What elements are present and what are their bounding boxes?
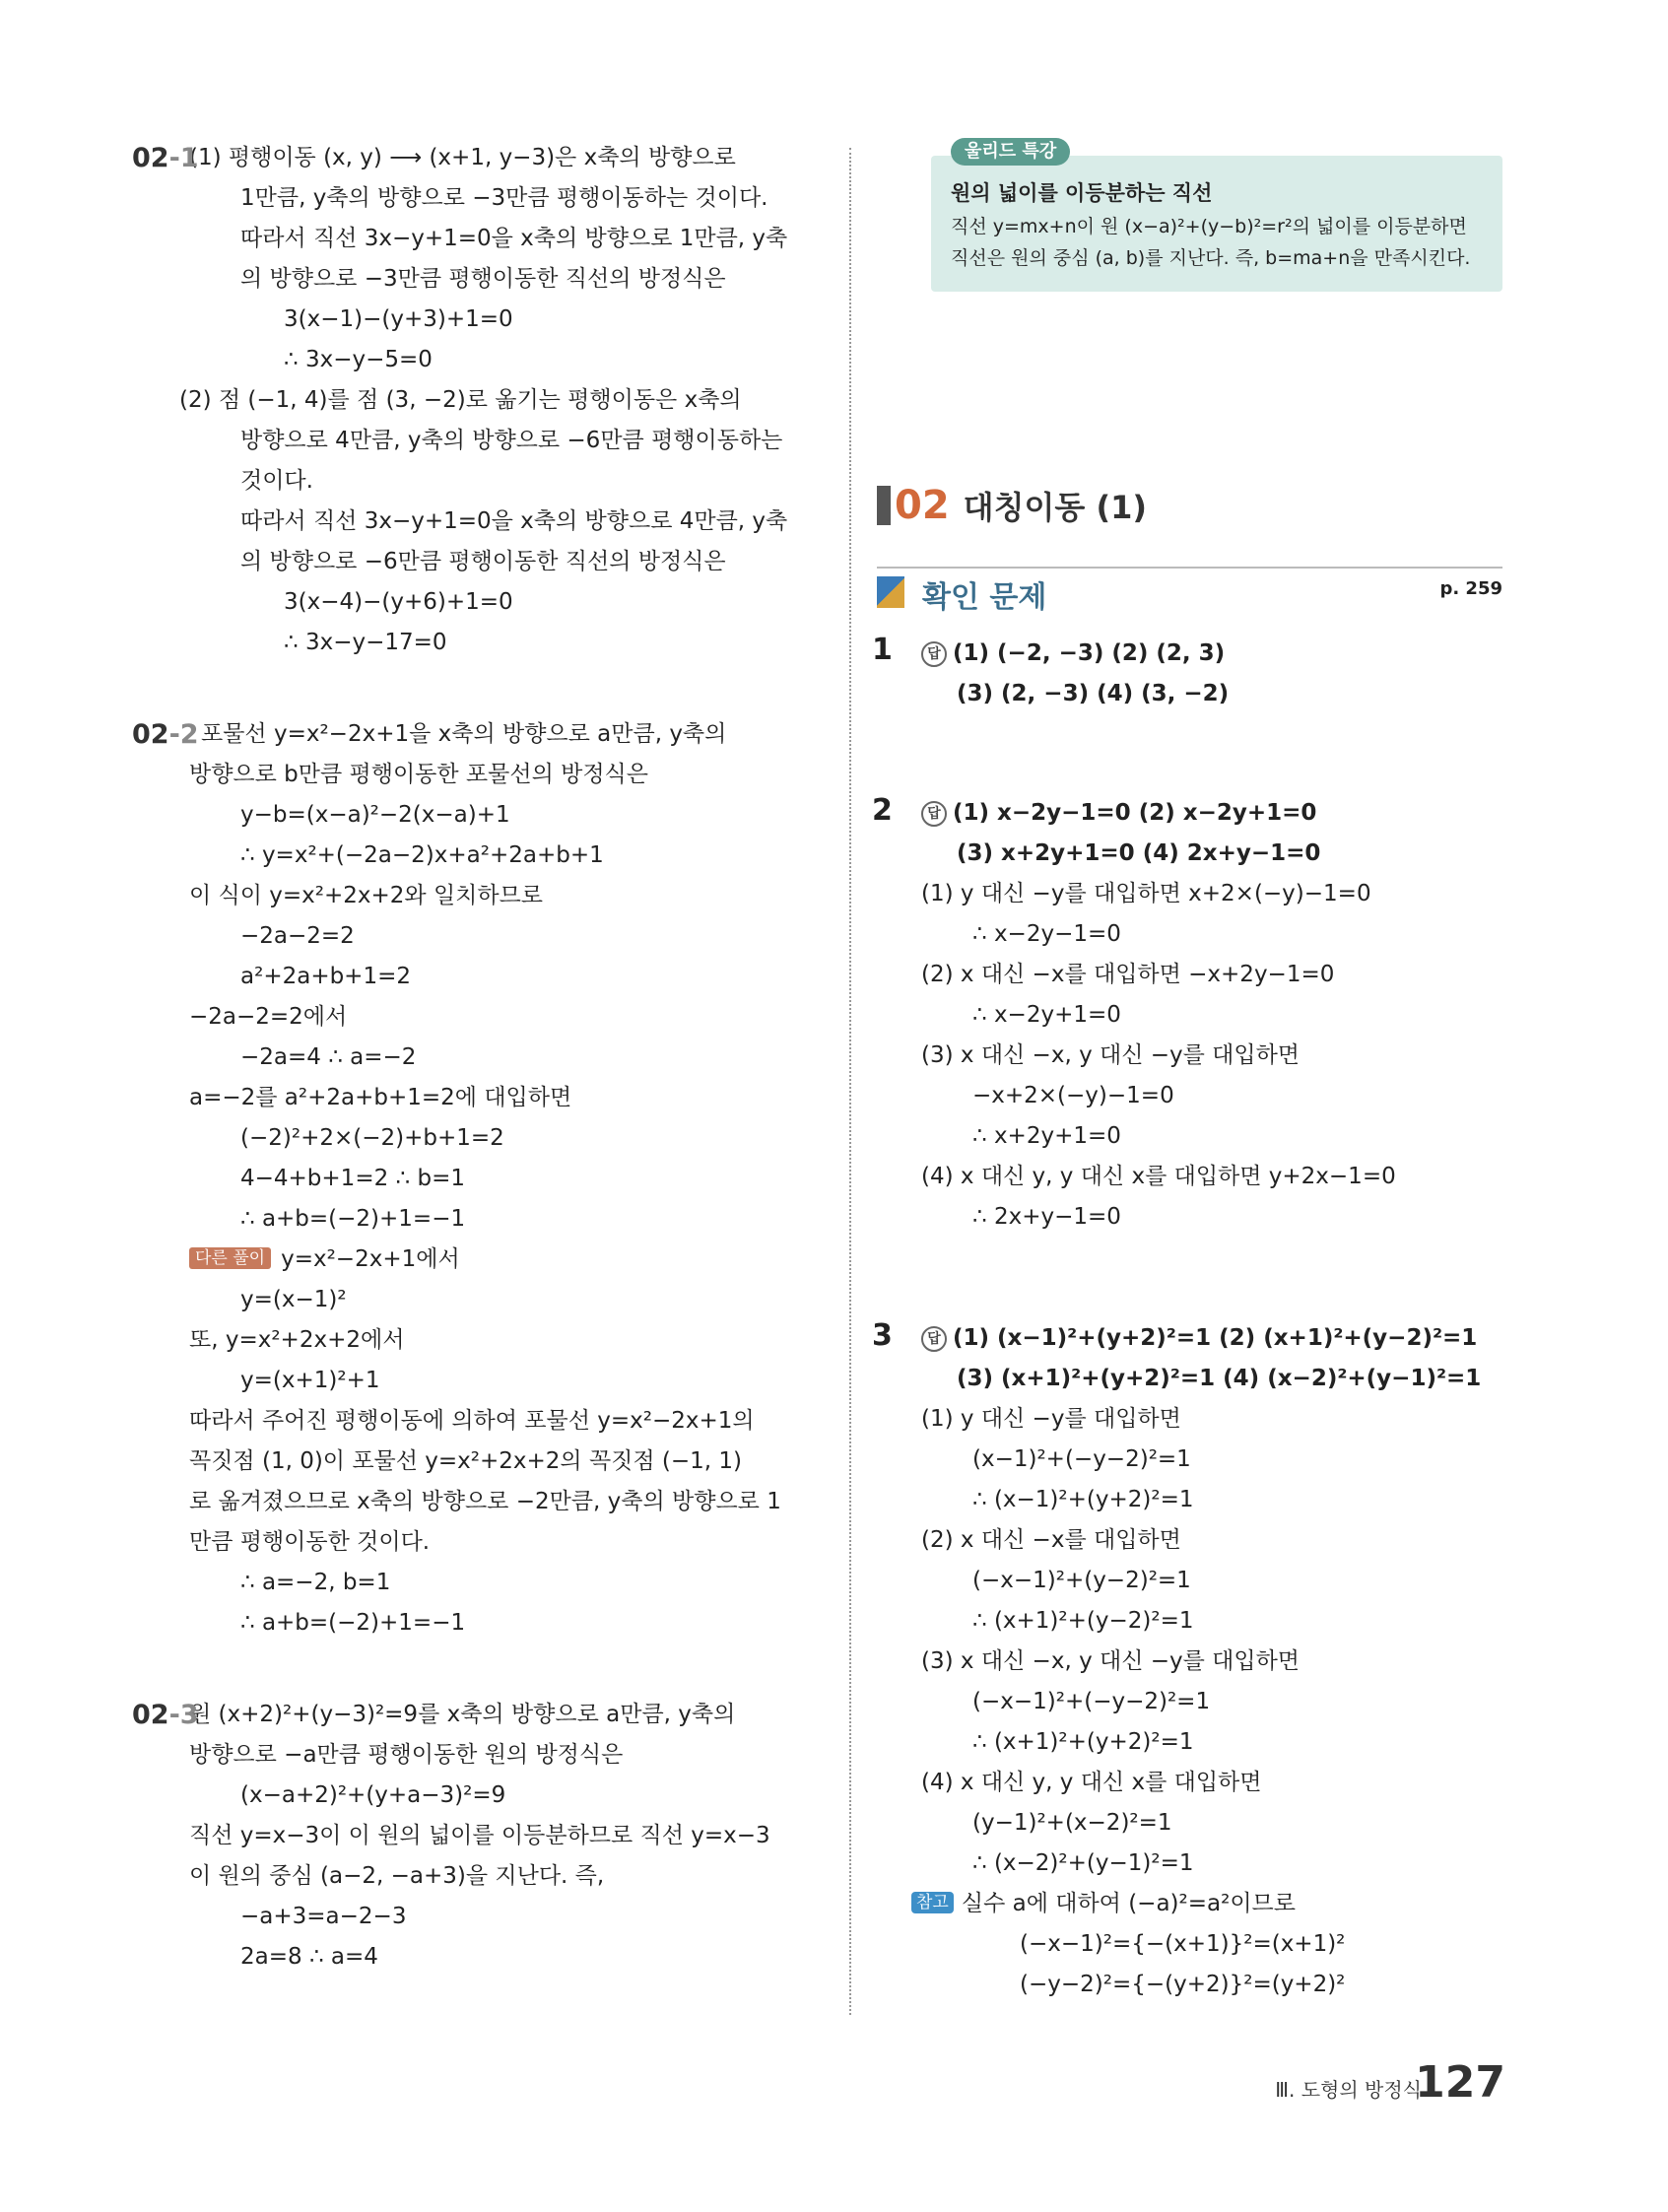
solution-line: (3) x 대신 −x, y 대신 −y를 대입하면 [921, 1042, 1301, 1068]
equation-line: ∴ x−2y+1=0 [972, 1002, 1121, 1028]
equation-line: 3(x−4)−(y+6)+1=0 [284, 589, 513, 615]
answer-icon: 답 [921, 641, 947, 667]
solution-line: (4) x 대신 y, y 대신 x를 대입하면 [921, 1770, 1262, 1795]
problem-02-3 [132, 1695, 820, 1977]
equation-line: y−b=(x−a)²−2(x−a)+1 [240, 802, 510, 828]
equation-line: −a+3=a−2−3 [240, 1904, 407, 1929]
section-bar-icon [877, 486, 891, 525]
solution-line: (1) 평행이동 (x, y) ⟶ (x+1, y−3)은 x축의 방향으로 [189, 145, 736, 170]
section-title: 대칭이동 (1) [963, 489, 1147, 526]
answer-icon: 답 [921, 1326, 947, 1352]
equation-line: ∴ 2x+y−1=0 [972, 1204, 1121, 1230]
solution-line: 의 방향으로 −3만큼 평행이동한 직선의 방정식은 [240, 266, 726, 292]
alternate-solution: 다른 풀이 y=x²−2x+1에서 [189, 1240, 820, 1280]
question-number: 3 [872, 1318, 893, 1353]
solution-line: 만큼 평행이동한 것이다. [189, 1529, 431, 1555]
solution-line: (2) x 대신 −x를 대입하면 −x+2y−1=0 [921, 962, 1335, 987]
equation-line: ∴ a=−2, b=1 [240, 1570, 391, 1595]
equation-line: −2a−2=2 [240, 923, 355, 949]
solution-line: 포물선 y=x²−2x+1을 x축의 방향으로 a만큼, y축의 [201, 721, 727, 747]
equation-line: ∴ x−2y−1=0 [972, 921, 1121, 947]
problem-02-1 [132, 138, 820, 663]
equation-line: ∴ x+2y+1=0 [972, 1123, 1121, 1149]
solution-line: 직선 y=x−3이 이 원의 넓이를 이등분하므로 직선 y=x−3 [189, 1823, 770, 1848]
confirm-problems-header [877, 567, 1502, 614]
equation-line: ∴ (x−2)²+(y−1)²=1 [972, 1850, 1194, 1876]
solution-line: a=−2를 a²+2a+b+1=2에 대입하면 [189, 1085, 572, 1110]
solution-line: −2a−2=2에서 [189, 1004, 348, 1030]
problem-02-2 [132, 714, 820, 1643]
section-number: 02 [895, 483, 950, 528]
problem-id: 02-2 [132, 719, 199, 750]
solution-line: 따라서 직선 3x−y+1=0을 x축의 방향으로 1만큼, y축 [240, 226, 788, 251]
solution-line: 또, y=x²+2x+2에서 [189, 1327, 405, 1353]
equation-line: ∴ y=x²+(−2a−2)x+a²+2a+b+1 [240, 842, 604, 868]
problem-id: 02-3 [132, 1700, 199, 1730]
page-reference: p. 259 [1439, 578, 1502, 599]
chapter-footer: Ⅲ. 도형의 방정식 [1275, 2078, 1422, 2102]
equation-line: y=(x−1)² [240, 1287, 347, 1312]
solution-line: (3) x 대신 −x, y 대신 −y를 대입하면 [921, 1648, 1301, 1674]
equation-line: ∴ 3x−y−5=0 [284, 347, 433, 372]
special-lecture-title: 원의 넓이를 이등분하는 직선 [951, 181, 1213, 205]
solution-line: 1만큼, y축의 방향으로 −3만큼 평행이동하는 것이다. [240, 185, 768, 211]
solution-line: 따라서 주어진 평행이동에 의하여 포물선 y=x²−2x+1의 [189, 1408, 755, 1434]
solution-line: 따라서 직선 3x−y+1=0을 x축의 방향으로 4만큼, y축 [240, 508, 788, 534]
solution-line: (2) x 대신 −x를 대입하면 [921, 1527, 1181, 1553]
equation-line: ∴ 3x−y−17=0 [284, 630, 447, 655]
equation-line: (−y−2)²={−(y+2)}²=(y+2)² [1020, 1972, 1346, 1997]
solution-line: (1) y 대신 −y를 대입하면 x+2×(−y)−1=0 [921, 881, 1371, 906]
solution-line: 이 원의 중심 (a−2, −a+3)을 지난다. 즉, [189, 1863, 605, 1889]
left-column [132, 138, 820, 1977]
confirm-problems-title: 확인 문제 [922, 580, 1047, 615]
reference-note: 참고 실수 a에 대하여 (−a)²=a²이므로 [911, 1884, 1481, 1924]
question-2-solution: 답 (1) x−2y−1=0 (2) x−2y+1=0 (3) x+2y+1=0 (4) 2x+y−1=0 (1) y 대신 −y를 대입하면 x+2×(−y)−1=0 ∴ x−2y−1=0 (2) x 대신 −x를 대입하면 −x+2y−1=0 ∴ x−2y+1=0 (3) x 대신 −x, y 대신 −y를 대입하면 −x+2×(−y)−1=0 ∴ x+2y+1=0 (4) x 대신 y, y 대신 x를 대입하면 y+2x−1=0 ∴ 2x+y−1=0 [921, 793, 1396, 1238]
equation-line: ∴ (x+1)²+(y−2)²=1 [972, 1608, 1194, 1634]
equation-line: (−2)²+2×(−2)+b+1=2 [240, 1125, 504, 1151]
section-heading [877, 483, 1147, 528]
equation-line: (x−a+2)²+(y+a−3)²=9 [240, 1782, 506, 1808]
solution-line: 방향으로 b만큼 평행이동한 포물선의 방정식은 [189, 762, 648, 787]
equation-line: (−x−1)²={−(x+1)}²=(x+1)² [1020, 1931, 1346, 1957]
equation-line: (y−1)²+(x−2)²=1 [972, 1810, 1172, 1836]
special-lecture-tag: 울리드 특강 [951, 138, 1070, 166]
solution-line: (1) y 대신 −y를 대입하면 [921, 1406, 1181, 1432]
equation-line: 2a=8 ∴ a=4 [240, 1944, 378, 1970]
answer-icon: 답 [921, 801, 947, 827]
equation-line: ∴ a+b=(−2)+1=−1 [240, 1610, 466, 1636]
problem-id: 02-1 [132, 143, 199, 173]
equation-line: −x+2×(−y)−1=0 [972, 1083, 1174, 1108]
solution-line: 것이다. [240, 468, 313, 494]
solution-line: (2) 점 (−1, 4)를 점 (3, −2)로 옮기는 평행이동은 x축의 [179, 387, 742, 413]
solution-line: 방향으로 4만큼, y축의 방향으로 −6만큼 평행이동하는 [240, 428, 783, 453]
solution-line: 원 (x+2)²+(y−3)²=9를 x축의 방향으로 a만큼, y축의 [189, 1702, 736, 1727]
column-divider [849, 148, 851, 2015]
solution-line: 이 식이 y=x²+2x+2와 일치하므로 [189, 883, 544, 908]
question-number: 2 [872, 793, 893, 828]
question-3-solution: 답 (1) (x−1)²+(y+2)²=1 (2) (x+1)²+(y−2)²=1 (3) (x+1)²+(y+2)²=1 (4) (x−2)²+(y−1)²=1 (1) y 대신 −y를 대입하면 (x−1)²+(−y−2)²=1 ∴ (x−1)²+(y+2)²=1 (2) x 대신 −x를 대입하면 (−x−1)²+(y−2)²=1 ∴ (x+1)²+(y−2)²=1 (3) x 대신 −x, y 대신 −y를 대입하면 (−x−1)²+(−y−2)²=1 ∴ (x+1)²+(y+2)²=1 (4) x 대신 y, y 대신 x를 대입하면 (y−1)²+(x−2)²=1 ∴ (x−2)²+(y−1)²=1 참고 실수 a에 대하여 (−a)²=a²이므로 (−x−1)²={−(x+1)}²=(x+1)² (−y−2)²={−(y+2)}²=(y+2)² [921, 1318, 1481, 2005]
alt-solution-badge: 다른 풀이 [189, 1247, 271, 1269]
solution-line: 꼭짓점 (1, 0)이 포물선 y=x²+2x+2의 꼭짓점 (−1, 1) [189, 1448, 743, 1474]
equation-line: (−x−1)²+(−y−2)²=1 [972, 1689, 1211, 1714]
check-problem-icon [877, 576, 904, 608]
equation-line: ∴ (x−1)²+(y+2)²=1 [972, 1487, 1194, 1512]
equation-line: (x−1)²+(−y−2)²=1 [972, 1446, 1191, 1472]
solution-line: 방향으로 −a만큼 평행이동한 원의 방정식은 [189, 1742, 624, 1768]
equation-line: 3(x−1)−(y+3)+1=0 [284, 306, 513, 332]
solution-line: (4) x 대신 y, y 대신 x를 대입하면 y+2x−1=0 [921, 1164, 1396, 1189]
equation-line: ∴ (x+1)²+(y+2)²=1 [972, 1729, 1194, 1755]
solution-line: 로 옮겨졌으므로 x축의 방향으로 −2만큼, y축의 방향으로 1 [189, 1489, 781, 1514]
note-badge: 참고 [911, 1892, 954, 1913]
equation-line: a²+2a+b+1=2 [240, 964, 411, 989]
question-number: 1 [872, 633, 893, 667]
equation-line: (−x−1)²+(y−2)²=1 [972, 1568, 1191, 1593]
equation-line: 4−4+b+1=2 ∴ b=1 [240, 1166, 465, 1191]
equation-line: y=(x+1)²+1 [240, 1368, 380, 1393]
special-lecture-text: 직선 y=mx+n이 원 (x−a)²+(y−b)²=r²의 넓이를 이등분하면 직선은 원의 중심 (a, b)를 지난다. 즉, b=ma+n을 만족시킨다. [951, 216, 1471, 269]
page-number: 127 [1415, 2057, 1505, 2108]
equation-line: ∴ a+b=(−2)+1=−1 [240, 1206, 466, 1232]
equation-line: −2a=4 ∴ a=−2 [240, 1044, 417, 1070]
question-1-answer: 답 (1) (−2, −3) (2) (2, 3) (3) (2, −3) (4) (3, −2) [921, 634, 1229, 714]
solution-line: 의 방향으로 −6만큼 평행이동한 직선의 방정식은 [240, 549, 726, 574]
